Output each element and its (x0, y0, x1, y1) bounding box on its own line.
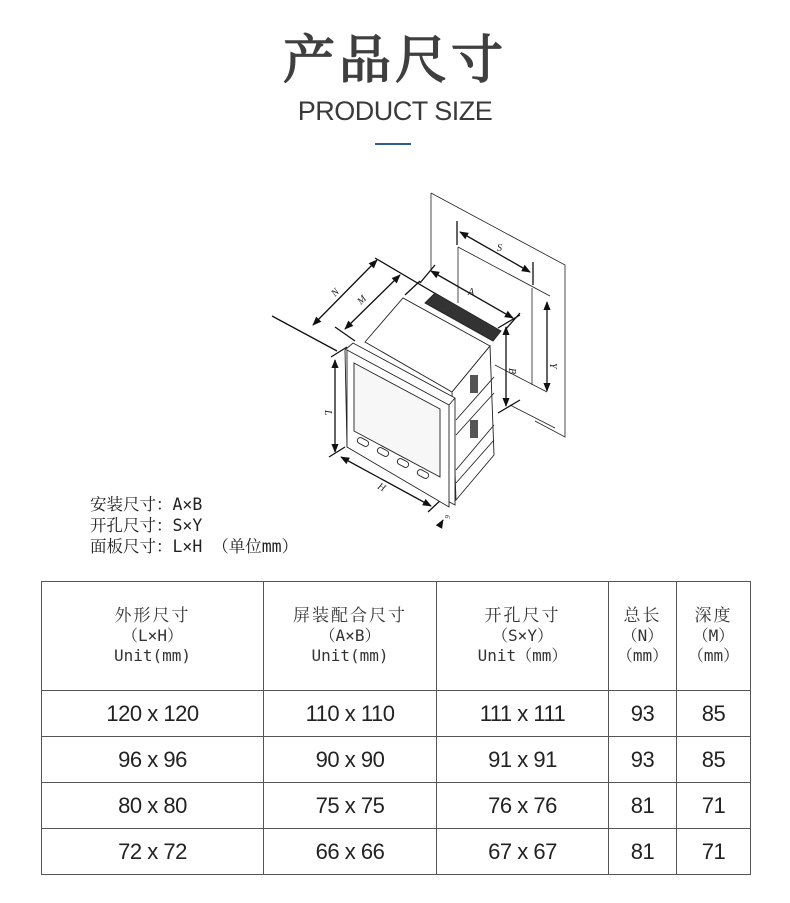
cell-total-length: 93 (609, 737, 677, 783)
size-spec-table (41, 581, 751, 875)
header-outer-size: 外形尺寸 （L×H） Unit(mm) (42, 582, 264, 691)
cell-cutout-size: 76 x 76 (437, 783, 609, 829)
label-L: L (322, 410, 333, 416)
label-Y: Y (547, 363, 558, 369)
cell-outer-size: 72 x 72 (42, 829, 264, 875)
label-M: M (355, 293, 370, 308)
cell-depth: 85 (677, 737, 751, 783)
cell-outer-size: 96 x 96 (42, 737, 264, 783)
cell-mount-size: 66 x 66 (264, 829, 437, 875)
cell-outer-size: 80 x 80 (42, 783, 264, 829)
cell-cutout-size: 67 x 67 (437, 829, 609, 875)
header-depth: 深度 （M） （mm） (677, 582, 751, 691)
table-row (42, 829, 751, 875)
label-thickness: 6 (443, 515, 451, 519)
table-header-row (42, 582, 751, 691)
product-dimension-diagram (265, 185, 575, 530)
cell-cutout-size: 111 x 111 (437, 691, 609, 737)
label-B: B (506, 368, 517, 375)
label-N: N (329, 286, 342, 300)
legend-cutout-size: 开孔尺寸：S×Y (90, 516, 203, 535)
legend-install-size: 安装尺寸：A×B (90, 495, 203, 514)
cell-total-length: 81 (609, 829, 677, 875)
cell-depth: 71 (677, 783, 751, 829)
table-row (42, 737, 751, 783)
header-mount-size: 屏装配合尺寸 （A×B） Unit(mm) (264, 582, 437, 691)
dimension-legend (90, 494, 298, 557)
cell-outer-size: 120 x 120 (42, 691, 264, 737)
legend-panel-size: 面板尺寸：L×H （单位mm） (90, 537, 299, 556)
cell-mount-size: 75 x 75 (264, 783, 437, 829)
table-row (42, 783, 751, 829)
label-A: A (468, 287, 475, 298)
header-total-length: 总长 （N） （mm） (609, 582, 677, 691)
header-cutout-size: 开孔尺寸 （S×Y） Unit（mm） (437, 582, 609, 691)
page-title: 产品尺寸 (282, 31, 507, 91)
cell-depth: 85 (677, 691, 751, 737)
title-underline (375, 143, 411, 145)
cell-mount-size: 110 x 110 (264, 691, 437, 737)
page-subtitle: PRODUCT SIZE (297, 96, 493, 126)
label-S: S (497, 243, 502, 254)
cell-cutout-size: 91 x 91 (437, 737, 609, 783)
cell-total-length: 93 (609, 691, 677, 737)
cell-mount-size: 90 x 90 (264, 737, 437, 783)
cell-depth: 71 (677, 829, 751, 875)
cell-total-length: 81 (609, 783, 677, 829)
label-H: H (375, 481, 388, 495)
table-row (42, 691, 751, 737)
